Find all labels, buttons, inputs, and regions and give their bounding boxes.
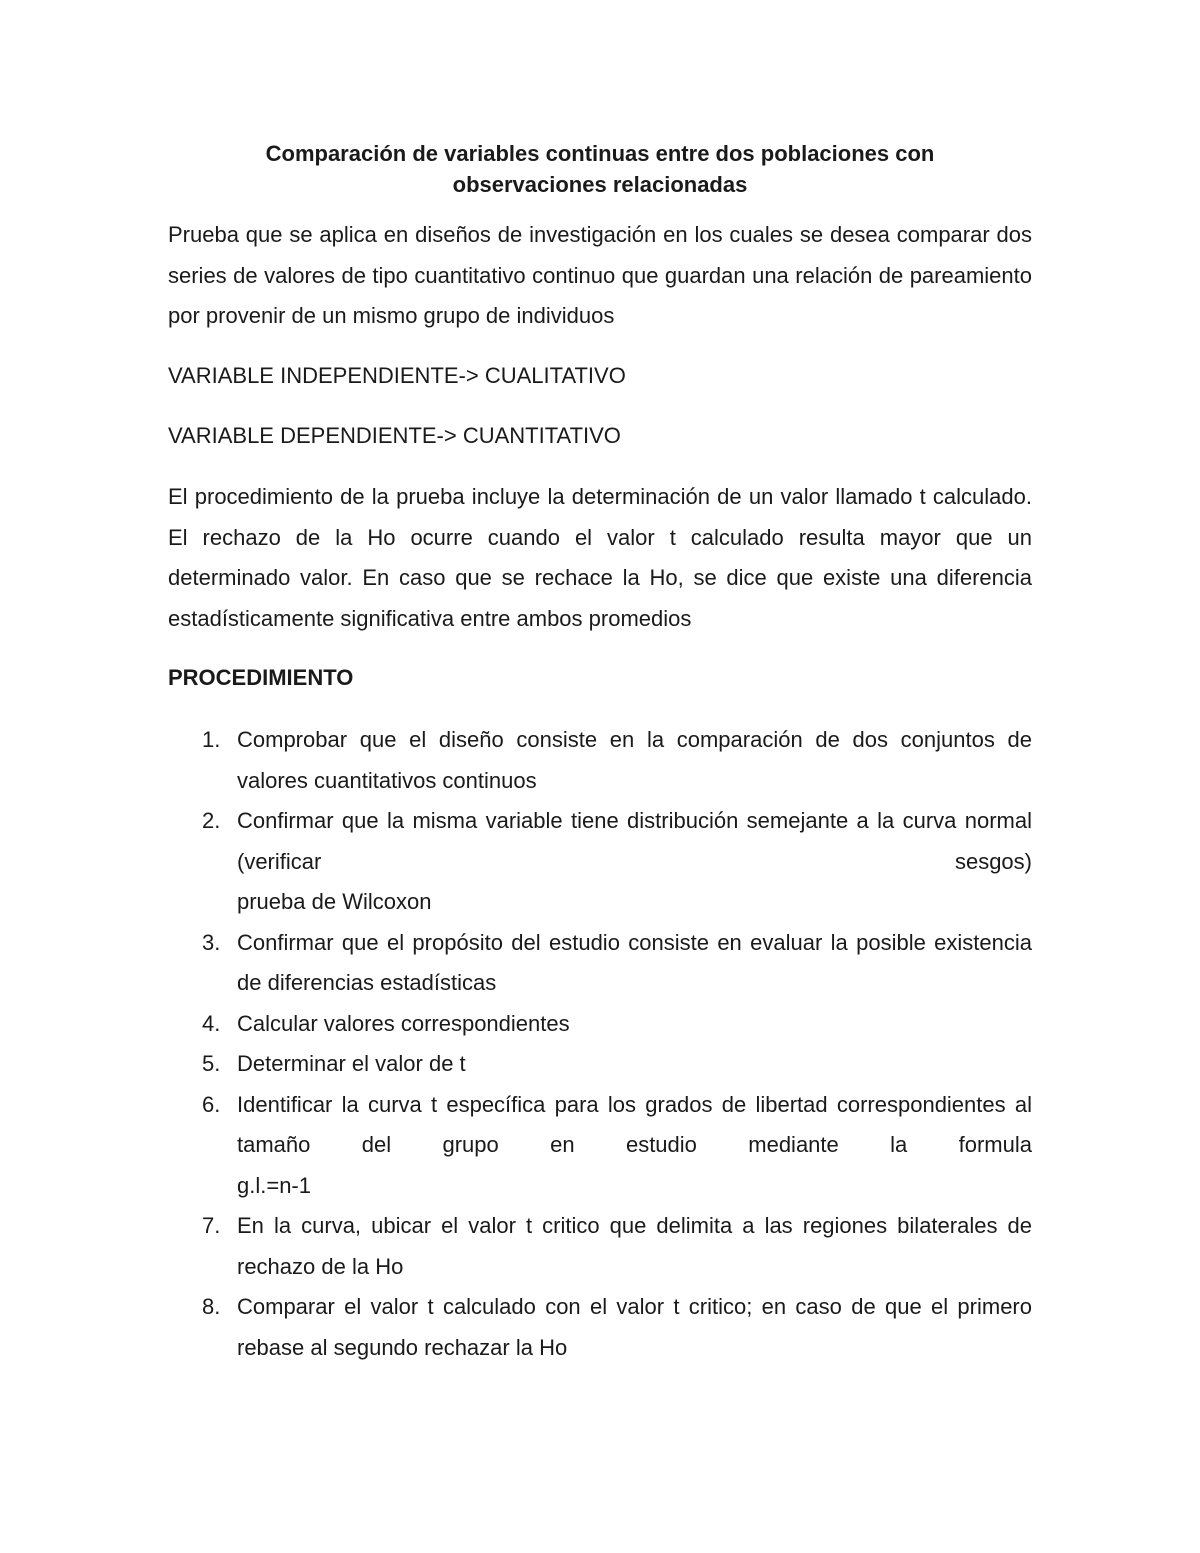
- step-text: Identificar la curva t específica para los grados de libertad correspondientes al tamaño del grupo en estudio mediante la formula: [237, 1091, 1032, 1157]
- step-extra-text: prueba de Wilcoxon: [237, 889, 432, 914]
- step-number: 7.: [202, 1213, 221, 1238]
- step-number: 5.: [202, 1051, 221, 1076]
- step-text: Confirmar que el propósito del estudio consiste en evaluar la posible existencia de diferencias estadísticas: [237, 929, 1032, 995]
- step-number: 3.: [202, 929, 221, 955]
- list-item: [168, 1206, 1032, 1287]
- title-line-1: Comparación de variables continuas entre dos poblaciones con: [265, 141, 935, 166]
- list-item: [168, 1044, 1032, 1085]
- variable-dependiente: VARIABLE DEPENDIENTE-> CUANTITATIVO: [168, 423, 621, 448]
- intro-paragraph: Prueba que se aplica en diseños de investigación en los cuales se desea comparar dos series de valores de tipo cuantitativo continuo que guardan una relación de pareamiento por provenir de un mismo grupo de individuos: [168, 222, 1032, 328]
- step-text: Determinar el valor de t: [237, 1051, 466, 1076]
- procedure-heading: PROCEDIMIENTO: [168, 665, 354, 690]
- variable-independiente: VARIABLE INDEPENDIENTE-> CUALITATIVO: [168, 363, 626, 388]
- step-text: Comprobar que el diseño consiste en la comparación de dos conjuntos de valores cuantitativos continuos: [237, 727, 1032, 793]
- title-line-2: observaciones relacionadas: [452, 172, 748, 197]
- step-text: En la curva, ubicar el valor t critico que delimita a las regiones bilaterales de rechazo de la Ho: [237, 1213, 1032, 1279]
- list-item: [168, 1085, 1032, 1207]
- step-number: 4.: [202, 1010, 221, 1036]
- step-number: 2.: [202, 808, 221, 833]
- procedure-steps-list: [168, 720, 1032, 1368]
- step-number: 6.: [202, 1091, 221, 1117]
- list-item: [168, 923, 1032, 1004]
- list-item: [168, 801, 1032, 923]
- list-item: [168, 1004, 1032, 1045]
- step-text: Comparar el valor t calculado con el valor t critico; en caso de que el primero rebase al segundo rechazar la Ho: [237, 1294, 1032, 1360]
- step-number: 8.: [202, 1294, 221, 1319]
- list-item: [168, 1287, 1032, 1368]
- document-title: [168, 138, 1032, 200]
- step-text: Confirmar que la misma variable tiene distribución semejante a la curva normal (verificar sesgos): [237, 808, 1032, 874]
- step-number: 1.: [202, 727, 221, 752]
- list-item: [168, 720, 1032, 801]
- step-text: Calcular valores correspondientes: [237, 1010, 570, 1036]
- step-extra-text: g.l.=n-1: [237, 1172, 311, 1198]
- procedure-paragraph: El procedimiento de la prueba incluye la determinación de un valor llamado t calculado. El rechazo de la Ho ocurre cuando el valor t calculado resulta mayor que un determinado valor. En caso que se rechace la Ho, se dice que existe una diferencia estadísticamente significativa entre ambos promedios: [168, 484, 1032, 631]
